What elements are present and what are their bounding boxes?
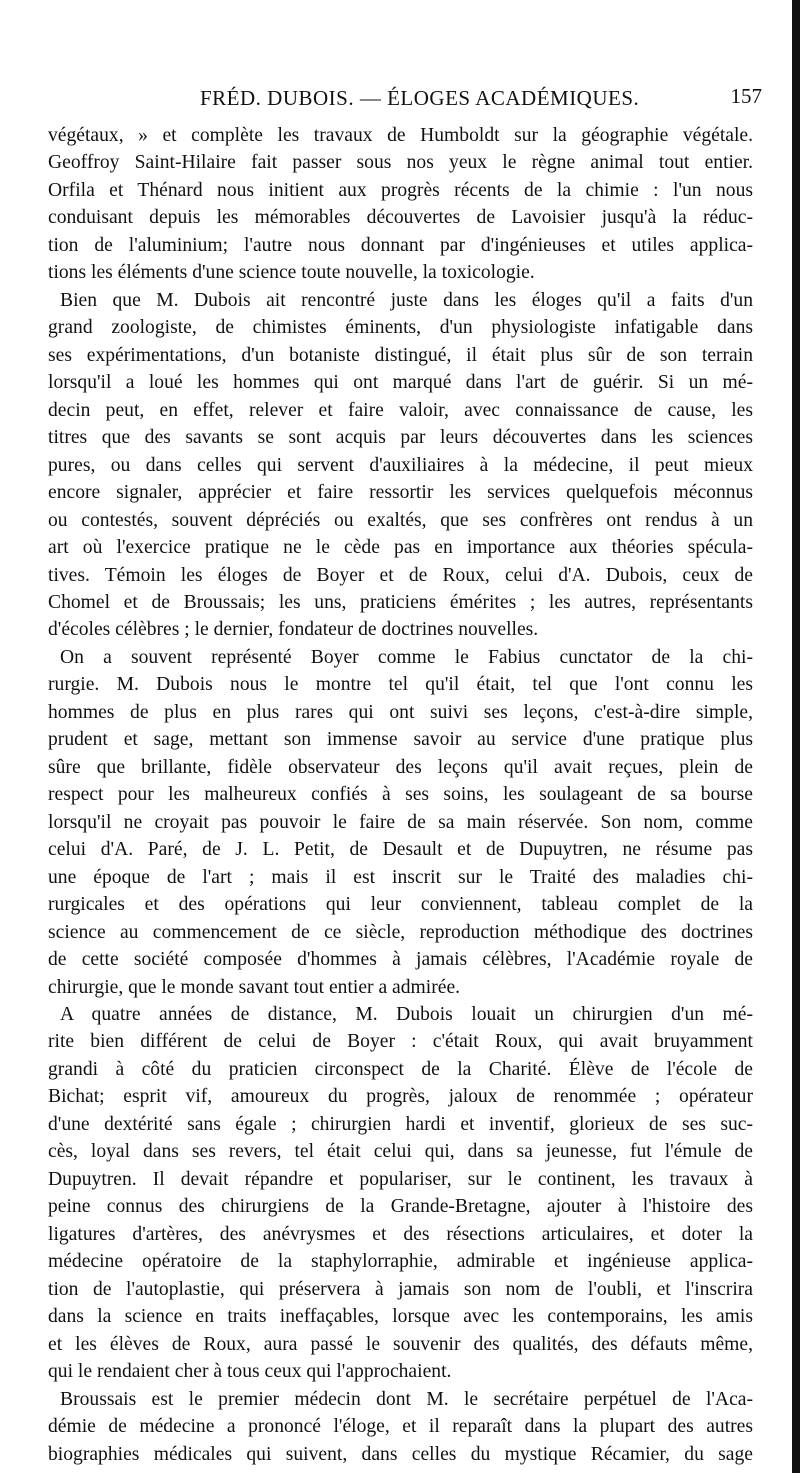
text-line: decin peut, en effet, relever et faire valoir, avec connaissance de cause, les: [48, 399, 753, 421]
text-line: tion de l'autoplastie, qui préservera à jamais son nom de l'oubli, et l'inscrira: [48, 1278, 753, 1300]
text-line: Orfila et Thénard nous initient aux progrès récents de la chimie : l'un nous: [48, 179, 753, 201]
text-line: chirurgie, que le monde savant tout entier a admirée.: [48, 976, 461, 998]
text-line: celui d'A. Paré, de J. L. Petit, de Desault et de Dupuytren, ne résume pas: [48, 839, 753, 861]
text-line: sûre que brillante, fidèle observateur des leçons qu'il avait reçues, plein de: [48, 756, 753, 778]
text-line: Bien que M. Dubois ait rencontré juste dans les éloges qu'il a faits d'un: [60, 289, 753, 311]
text-line: tives. Témoin les éloges de Boyer et de Roux, celui d'A. Dubois, ceux de: [48, 564, 753, 586]
text-line: biographies médicales qui suivent, dans celles du mystique Récamier, du sage: [48, 1443, 753, 1465]
text-line: dans la science en traits ineffaçables, lorsque avec les contemporains, les amis: [48, 1306, 753, 1328]
text-line: qui le rendaient cher à tous ceux qui l'approchaient.: [48, 1361, 452, 1383]
text-line: médecine opératoire de la staphylorraphie, admirable et ingénieuse applica-: [48, 1251, 753, 1273]
text-line: d'écoles célèbres ; le dernier, fondateur de doctrines nouvelles.: [48, 619, 539, 641]
text-line: Broussais est le premier médecin dont M. le secrétaire perpétuel de l'Aca-: [60, 1388, 753, 1410]
text-line: prudent et sage, mettant son immense savoir au service d'une pratique plus: [48, 729, 753, 751]
text-line: respect pour les malheureux confiés à ses soins, les soulageant de sa bourse: [48, 784, 753, 806]
text-line: tion de l'aluminium; l'autre nous donnant par d'ingénieuses et utiles applica-: [48, 234, 753, 256]
text-line: A quatre années de distance, M. Dubois louait un chirurgien d'un mé-: [60, 1004, 753, 1025]
text-line: art où l'exercice pratique ne le cède pas en importance aux théories spécula-: [48, 537, 753, 559]
page-number: 157: [730, 84, 762, 108]
text-line: Bichat; esprit vif, amoureux du progrès, jaloux de renommée ; opérateur: [48, 1086, 753, 1108]
text-line: végétaux, » et complète les travaux de Humboldt sur la géographie végétale.: [48, 125, 753, 146]
text-line: Geoffroy Saint-Hilaire fait passer sous nos yeux le règne animal tout entier.: [48, 152, 753, 174]
text-line: rurgicales et des opérations qui leur conviennent, tableau complet de la: [48, 894, 753, 916]
page-edge-shadow: [792, 0, 800, 1473]
text-line: peine connus des chirurgiens de la Grande-Bretagne, ajouter à l'histoire des: [48, 1196, 753, 1218]
text-line: encore signaler, apprécier et faire ressortir les services quelquefois méconnus: [48, 482, 753, 504]
text-line: rite bien différent de celui de Boyer : c'était Roux, qui avait bruyamment: [48, 1031, 753, 1053]
text-line: d'une dextérité sans égale ; chirurgien hardi et inventif, glorieux de ses suc-: [48, 1113, 753, 1135]
text-line: démie de médecine a prononcé l'éloge, et il reparaît dans la plupart des autres: [48, 1416, 753, 1438]
text-line: de cette société composée d'hommes à jamais célèbres, l'Académie royale de: [48, 949, 753, 971]
text-line: cès, loyal dans ses revers, tel était celui qui, dans sa jeunesse, fut l'émule de: [48, 1141, 753, 1163]
text-line: grand zoologiste, de chimistes éminents, d'un physiologiste infatigable dans: [48, 317, 753, 339]
text-line: titres que des savants se sont acquis par leurs découvertes dans les sciences: [48, 427, 753, 449]
running-head: FRÉD. DUBOIS. — ÉLOGES ACADÉMIQUES.: [200, 86, 640, 110]
text-line: Dupuytren. Il devait répandre et populariser, sur le continent, les travaux à: [48, 1168, 753, 1190]
text-line: rurgie. M. Dubois nous le montre tel qu'il était, tel que l'ont connu les: [48, 674, 753, 696]
text-line: lorsqu'il ne croyait pas pouvoir le faire de sa main réservée. Son nom, comme: [48, 811, 753, 833]
text-line: pures, ou dans celles qui servent d'auxiliaires à la médecine, il peut mieux: [48, 454, 753, 476]
text-line: ou contestés, souvent dépréciés ou exaltés, que ses confrères ont rendus à un: [48, 509, 753, 531]
text-line: Chomel et de Broussais; les uns, praticiens émérites ; les autres, représentants: [48, 591, 753, 613]
body-text: [48, 122, 753, 1468]
text-line: conduisant depuis les mémorables découvertes de Lavoisier jusqu'à la réduc-: [48, 207, 753, 229]
text-line: science au commencement de ce siècle, reproduction méthodique des doctrines: [48, 921, 753, 943]
text-line: On a souvent représenté Boyer comme le Fabius cunctator de la chi-: [60, 646, 753, 668]
text-line: lorsqu'il a loué les hommes qui ont marqué dans l'art de guérir. Si un mé-: [48, 372, 753, 394]
text-line: grandi à côté du praticien circonspect de la Charité. Élève de l'école de: [48, 1058, 753, 1080]
text-line: ligatures d'artères, des anévrysmes et des résections articulaires, et doter la: [48, 1223, 753, 1245]
text-line: ses expérimentations, d'un botaniste distingué, il était plus sûr de son terrain: [48, 344, 753, 366]
text-line: tions les éléments d'une science toute nouvelle, la toxicologie.: [48, 262, 535, 284]
text-line: une époque de l'art ; mais il est inscrit sur le Traité des maladies chi-: [48, 866, 753, 888]
text-line: hommes de plus en plus rares qui ont suivi ses leçons, c'est-à-dire simple,: [48, 701, 753, 723]
text-line: et les élèves de Roux, aura passé le souvenir des qualités, des défauts même,: [48, 1333, 753, 1355]
